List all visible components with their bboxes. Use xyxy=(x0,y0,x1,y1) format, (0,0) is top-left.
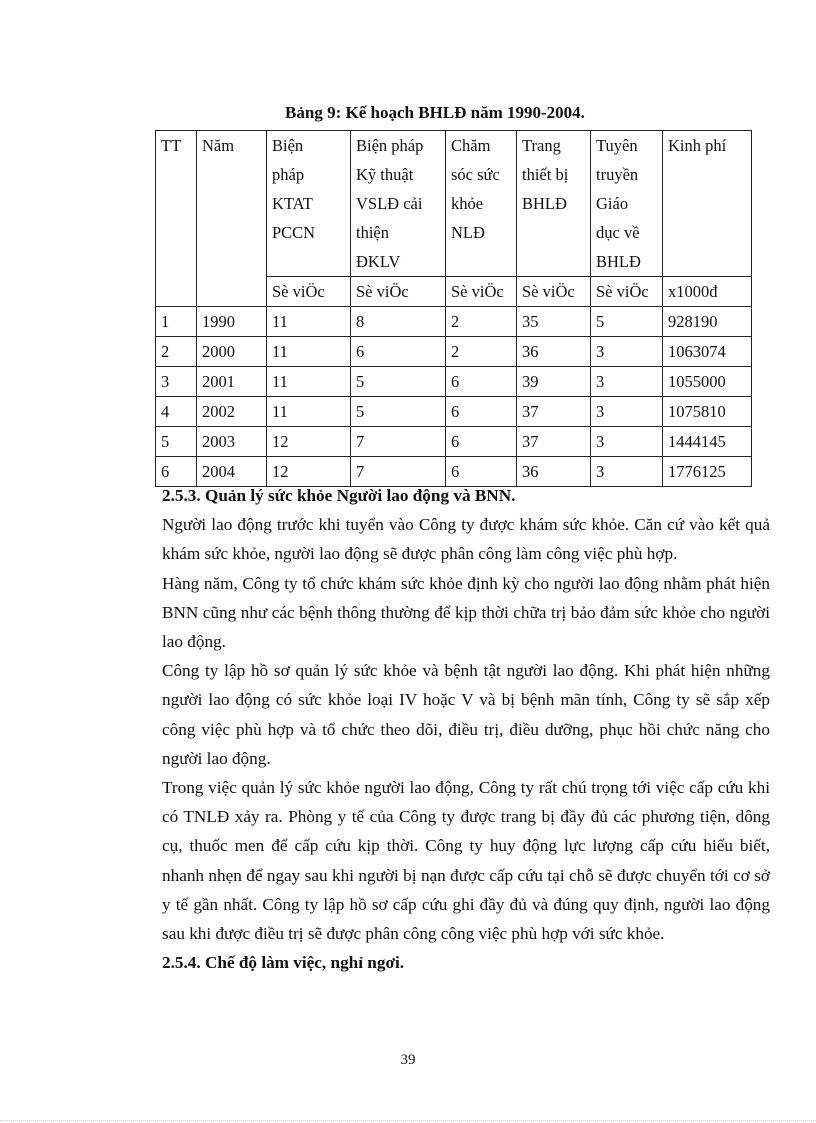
table-cell: 5 xyxy=(351,397,446,427)
table-header-row xyxy=(156,131,752,277)
table-cell: 7 xyxy=(351,427,446,457)
header-cell-tt: TT xyxy=(156,131,197,307)
body-text xyxy=(162,481,770,977)
header-cell-year: Năm xyxy=(197,131,267,307)
table-cell: 11 xyxy=(267,337,351,367)
table-cell: 4 xyxy=(156,397,197,427)
table-cell: 2 xyxy=(446,307,517,337)
paragraph: Trong việc quản lý sức khỏe người lao động, Công ty rất chú trọng tới việc cấp cứu khi có TNLĐ xảy ra. Phòng y tế của Công ty được trang bị đầy đủ các phương tiện, dông cụ, thuốc men để cấp cứu kịp thời. Công ty huy động lực lượng cấp cứu hiểu biết, nhanh nhẹn để ngay sau khi người bị nạn được cấp cứu tại chỗ sẽ được chuyển tới cơ sở y tế gần nhất. Công ty lập hồ sơ cấp cứu ghi đầy đủ và đúng quy định, người lao động sau khi được điều trị sẽ được phân công công việc phù hợp với sức khỏe. xyxy=(162,778,770,944)
table-cell: 2 xyxy=(156,337,197,367)
table-cell: 3 xyxy=(591,337,663,367)
unit-cell: x1000đ xyxy=(663,277,752,307)
table-cell: 6 xyxy=(446,367,517,397)
table-cell: 3 xyxy=(156,367,197,397)
table-cell: 6 xyxy=(156,457,197,487)
table-cell: 1444145 xyxy=(663,427,752,457)
header-cell-budget: Kinh phí xyxy=(663,131,752,277)
table-cell: 39 xyxy=(517,367,591,397)
section-heading-work-rest-regime: 2.5.4. Chế độ làm việc, nghỉ ngơi. xyxy=(162,953,405,973)
table-row xyxy=(156,307,752,337)
table-cell: 3 xyxy=(591,367,663,397)
table-cell: 11 xyxy=(267,397,351,427)
unit-cell: Sè viÖc xyxy=(351,277,446,307)
unit-cell: Sè viÖc xyxy=(446,277,517,307)
table-cell: 8 xyxy=(351,307,446,337)
paragraph: Hàng năm, Công ty tổ chức khám sức khỏe định kỳ cho người lao động nhằm phát hiện BNN cũng như các bệnh thông thường để kịp thời chữa trị bảo đảm sức khỏe cho người lao động. xyxy=(162,573,770,652)
table-cell: 37 xyxy=(517,397,591,427)
section-heading-health-management: 2.5.3. Quản lý sức khỏe Người lao động và BNN. xyxy=(162,486,516,505)
page-number: 39 xyxy=(400,1052,416,1068)
table-cell: 11 xyxy=(267,367,351,397)
table-cell: 6 xyxy=(446,397,517,427)
table-cell: 3 xyxy=(591,457,663,487)
table-cell: 1 xyxy=(156,307,197,337)
table-cell: 12 xyxy=(267,457,351,487)
unit-cell: Sè viÖc xyxy=(591,277,663,307)
table-cell: 1075810 xyxy=(663,397,752,427)
table-cell: 928190 xyxy=(663,307,752,337)
table-cell: 11 xyxy=(267,307,351,337)
table-cell: 2004 xyxy=(197,457,267,487)
labor-protection-plan-table xyxy=(155,130,752,487)
table-cell: 2000 xyxy=(197,337,267,367)
table-cell: 2 xyxy=(446,337,517,367)
header-cell-health-care: Chăm sóc sức khỏe NLĐ xyxy=(446,131,517,277)
table-cell: 5 xyxy=(591,307,663,337)
table-cell: 12 xyxy=(267,427,351,457)
table-cell: 3 xyxy=(591,397,663,427)
table-cell: 1776125 xyxy=(663,457,752,487)
table-cell: 6 xyxy=(446,457,517,487)
page-bottom-rule xyxy=(0,1120,816,1121)
table-cell: 5 xyxy=(351,367,446,397)
table-cell: 2003 xyxy=(197,427,267,457)
table-cell: 37 xyxy=(517,427,591,457)
table-cell: 6 xyxy=(351,337,446,367)
table-cell: 35 xyxy=(517,307,591,337)
header-cell-hygiene-measures: Biện pháp Kỹ thuật VSLĐ cải thiện ĐKLV xyxy=(351,131,446,277)
paragraph: Công ty lập hồ sơ quản lý sức khỏe và bệnh tật người lao động. Khi phát hiện những người lao động có sức khỏe loại IV hoặc V và bị bệnh mãn tính, Công ty sẽ sắp xếp công việc phù hợp và tổ chức theo dõi, điều trị, điều dưỡng, phục hồi chức năng cho người lao động. xyxy=(162,661,770,768)
paragraph: Người lao động trước khi tuyển vào Công ty được khám sức khỏe. Căn cứ vào kết quả khám sức khỏe, người lao động sẽ được phân công làm công việc phù hợp. xyxy=(162,515,770,564)
table-cell: 5 xyxy=(156,427,197,457)
header-cell-fire-safety: Biện pháp KTAT PCCN xyxy=(267,131,351,277)
table-cell: 7 xyxy=(351,457,446,487)
table-cell: 6 xyxy=(446,427,517,457)
table-row xyxy=(156,367,752,397)
table-cell: 3 xyxy=(591,427,663,457)
table-cell: 2001 xyxy=(197,367,267,397)
table-cell: 1990 xyxy=(197,307,267,337)
table-cell: 36 xyxy=(517,337,591,367)
table-row xyxy=(156,427,752,457)
table-cell: 2002 xyxy=(197,397,267,427)
table-cell: 1055000 xyxy=(663,367,752,397)
table-row xyxy=(156,397,752,427)
table-row xyxy=(156,337,752,367)
header-cell-equipment: Trang thiết bị BHLĐ xyxy=(517,131,591,277)
unit-cell: Sè viÖc xyxy=(267,277,351,307)
header-cell-training: Tuyên truyền Giáo dục về BHLĐ xyxy=(591,131,663,277)
table-cell: 1063074 xyxy=(663,337,752,367)
unit-cell: Sè viÖc xyxy=(517,277,591,307)
table-cell: 36 xyxy=(517,457,591,487)
table-title: Bảng 9: Kế hoạch BHLĐ năm 1990-2004. xyxy=(285,103,585,122)
